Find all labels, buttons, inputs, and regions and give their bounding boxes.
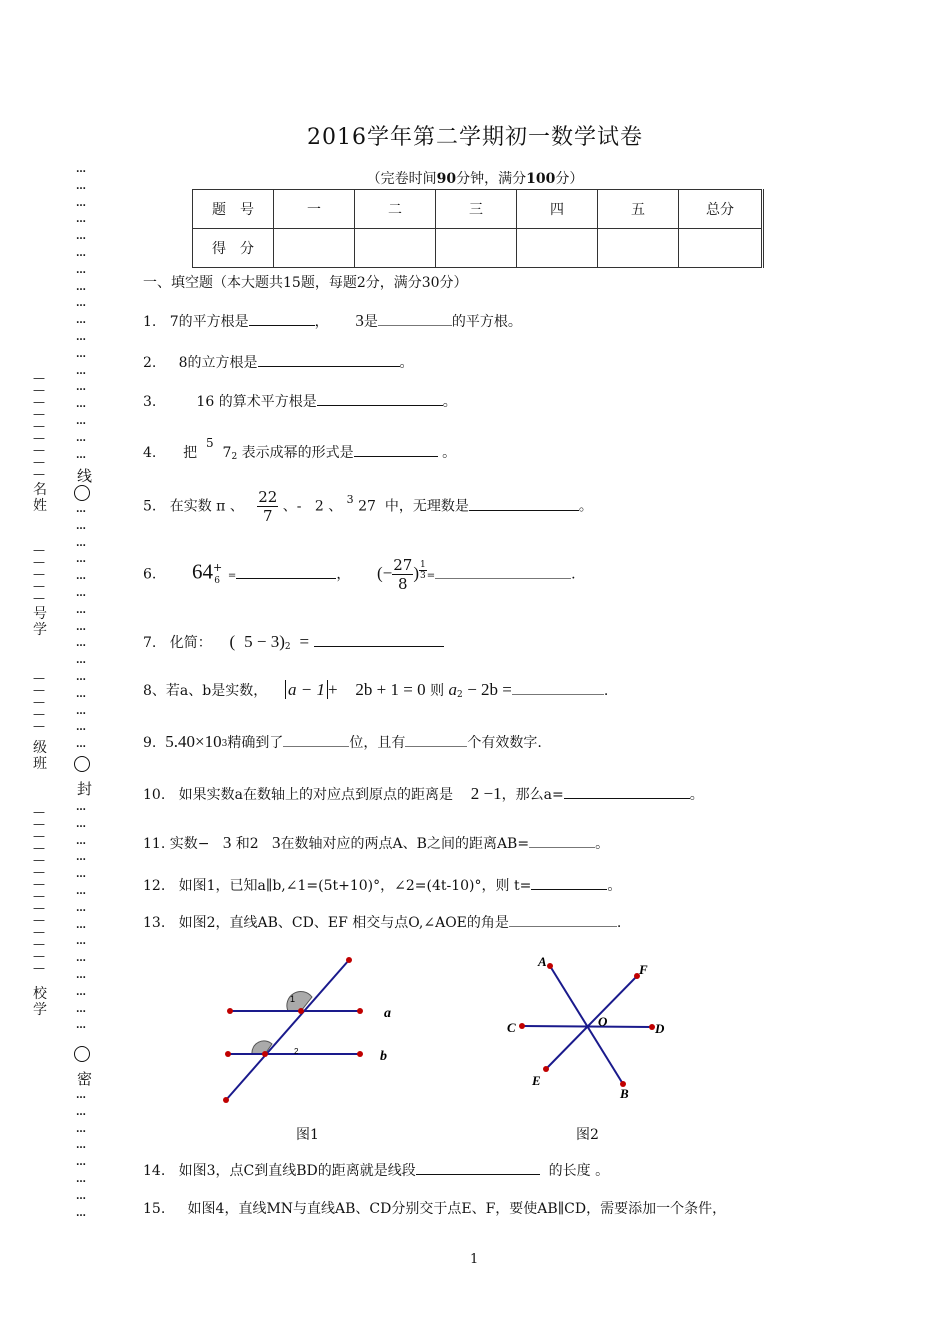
question-15: 15. 如图4，直线MN与直线AB、CD分别交于点E、F，要使AB∥CD，需要添加一个条件， xyxy=(143,1201,727,1217)
fig1-line-a-label: a xyxy=(384,1006,391,1021)
field-school-label: 校 学 xyxy=(33,986,47,1018)
question-11: 11. 实数− 3 和2 3在数轴对应的两点A、B之间的距离AB= 。 xyxy=(143,833,610,852)
score-table-header-row xyxy=(193,190,763,229)
answer-blank[interactable] xyxy=(314,632,444,647)
name-blank-line: — — — — — — — — — xyxy=(33,371,45,481)
header-label-cell: 题 号 xyxy=(193,190,274,229)
row-label-cell: 得 分 xyxy=(193,229,274,268)
fraction-27-8: $\frac{27}{8}$ xyxy=(393,556,413,593)
fig2-label-E: E xyxy=(532,1073,541,1088)
score-cell xyxy=(436,229,517,268)
fig2-label-A: A xyxy=(538,954,547,969)
score-table xyxy=(192,189,764,268)
binding-circle-1 xyxy=(74,485,90,501)
question-8: 8、若a、b是实数， a − 1 + 2b + 1 = 0 则 a2 − 2b = . xyxy=(143,680,609,700)
figure-1 xyxy=(210,950,410,1110)
question-14: 14. 如图3，点C到直线BD的距离就是线段 的长度 。 xyxy=(143,1160,609,1180)
page-number: 1 xyxy=(470,1252,479,1267)
column-header: 四 xyxy=(517,190,598,229)
answer-blank[interactable] xyxy=(236,564,336,579)
answer-blank[interactable] xyxy=(435,564,571,579)
figure-2-caption: 图2 xyxy=(576,1127,599,1143)
question-10: 10. 如果实数a在数轴上的对应点到原点的距离是 2 −1，那么a= 。 xyxy=(143,784,704,803)
section-heading: 一、填空题（本大题共15题，每题2分，满分30分） xyxy=(143,275,468,291)
answer-blank[interactable] xyxy=(405,732,467,747)
fig2-label-D: D xyxy=(655,1021,665,1036)
question-9: 9. 5.40×103精确到了 位，且有 个有效数字. xyxy=(143,732,542,751)
cut-mark-seal: 封 xyxy=(77,780,93,798)
id-blank-line: — — — — — xyxy=(33,543,45,605)
exam-title: 2016学年第二学期初一数学试卷 xyxy=(307,125,643,150)
class-blank-line: — — — — — xyxy=(33,671,45,733)
fig2-label-C: C xyxy=(507,1020,516,1035)
binding-circle-2 xyxy=(74,756,90,772)
field-name-label: 名 姓 xyxy=(33,482,47,514)
question-2: 2. 8的立方根是 。 xyxy=(143,352,414,372)
answer-blank[interactable] xyxy=(509,912,617,927)
answer-blank[interactable] xyxy=(469,496,579,511)
answer-blank[interactable] xyxy=(283,732,349,747)
dotted-line-top: … … … … … … … … … … … … … … … … … … xyxy=(76,164,85,461)
answer-blank[interactable] xyxy=(378,311,452,326)
fig1-angle-2-label: 2 xyxy=(294,1047,299,1056)
answer-blank[interactable] xyxy=(258,352,400,367)
fig1-angle-1-label: 1 xyxy=(290,994,296,1004)
field-class-label: 级 班 xyxy=(33,740,47,772)
column-header: 二 xyxy=(355,190,436,229)
fig1-line-b-label: b xyxy=(380,1049,387,1064)
fig2-label-B: B xyxy=(620,1086,629,1101)
binding-circle-3 xyxy=(74,1046,90,1062)
cut-mark-line: 线 xyxy=(77,467,93,485)
answer-blank[interactable] xyxy=(317,391,443,406)
fig2-label-F: F xyxy=(639,962,648,977)
exam-subtitle: （完卷时间90分钟，满分100分） xyxy=(366,171,584,187)
question-12: 12. 如图1，已知a∥b,∠1=(5t+10)°，∠2=(4t-10)°，则 t= 。 xyxy=(143,875,621,895)
score-cell xyxy=(679,229,763,268)
question-5: 5. 在实数 π 、 $\frac{22}{7}$ 、- 2 、 $^3$ 27 中，无理数是 。 xyxy=(143,488,593,525)
column-header: 总分 xyxy=(679,190,763,229)
score-cell xyxy=(355,229,436,268)
score-cell xyxy=(274,229,355,268)
question-7: 7. 化简： ( 5 − 3)2 = xyxy=(143,632,444,652)
score-cell xyxy=(598,229,679,268)
dotted-line-bottom: … … … … … … … … xyxy=(76,1090,85,1219)
column-header: 五 xyxy=(598,190,679,229)
answer-blank[interactable] xyxy=(529,833,595,848)
score-table-score-row xyxy=(193,229,763,268)
dotted-line-mid1: … … … … … … … … … … … … … … … xyxy=(76,504,85,751)
question-1: 1. 7的平方根是 ， 3是 的平方根。 xyxy=(143,311,522,330)
question-6: 6. $64^+_6$ = ， (− $\frac{27}{8}$ ) $\frac{1}{3}$ = . xyxy=(143,556,576,593)
answer-blank[interactable] xyxy=(249,311,315,326)
answer-blank[interactable] xyxy=(416,1160,540,1175)
cut-mark-secret: 密 xyxy=(77,1070,93,1088)
dotted-line-mid2: … … … … … … … … … … … … … … xyxy=(76,802,85,1032)
answer-blank[interactable] xyxy=(354,442,438,457)
exponent-1-3: $\frac{1}{3}$ xyxy=(420,560,426,581)
score-cell xyxy=(517,229,598,268)
column-header: 一 xyxy=(274,190,355,229)
question-3: 3. 16 的算术平方根是 。 xyxy=(143,391,457,411)
column-header: 三 xyxy=(436,190,517,229)
figure-2 xyxy=(500,950,680,1110)
question-4: 4. 把 5 72 表示成幂的形式是 。 xyxy=(143,436,457,462)
answer-blank[interactable] xyxy=(531,875,607,890)
school-blank-line: — — — — — — — — — — — — — — xyxy=(33,805,45,975)
question-13: 13. 如图2，直线AB、CD、EF 相交与点O,∠AOE的角是 . xyxy=(143,912,621,932)
fraction-22-7: $\frac{22}{7}$ xyxy=(258,488,278,525)
figure-1-caption: 图1 xyxy=(296,1127,319,1143)
answer-blank[interactable] xyxy=(512,680,604,695)
answer-blank[interactable] xyxy=(564,784,690,799)
field-id-label: 号 学 xyxy=(33,606,47,638)
fig2-label-O: O xyxy=(598,1014,608,1029)
